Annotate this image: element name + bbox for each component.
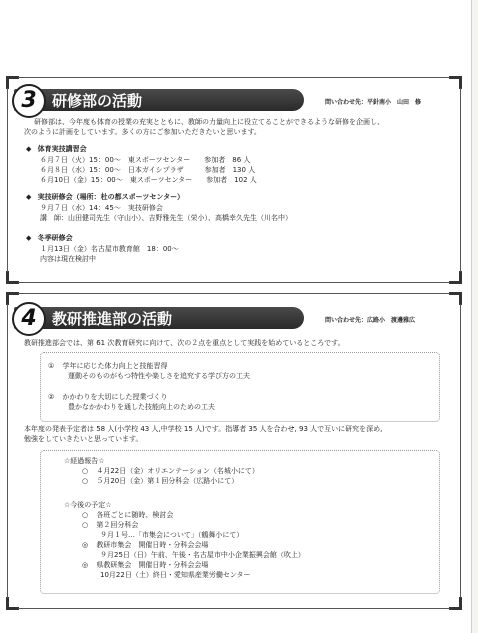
intro-line: 次のように計画をしています。多くの方にご参加いただきたいと思います。 (24, 128, 261, 136)
circle-icon: ○ (82, 467, 89, 475)
point-sub: 豊かなかかわりを通した技能向上のための工夫 (68, 403, 215, 411)
future-sub: ９月25日（日）午前、午後・名古屋市中小企業振興会館（吹上） (100, 551, 305, 559)
item-line: ６月７日（火）15：00～ 東スポーツセンター 参加者 86 人 (40, 156, 251, 164)
point-sub: 運動そのものがもつ特性や楽しさを追究する学び方の工夫 (68, 372, 250, 380)
section-number: 4 (12, 302, 46, 336)
list-item (26, 192, 184, 202)
section-number: 3 (12, 84, 46, 118)
diamond-icon: ◆ (26, 145, 32, 153)
item-line: 講 師：山田健司先生（守山小）、吉野雅先生（栄小）、高橋幸久先生（川名中） (40, 214, 292, 222)
body-line: 本年度の発表予定者は 58 人(小学校 43 人,中学校 15 人)です。指導者 35 人を合わせ, 93 人で互いに研究を深め, (24, 425, 383, 433)
point-number: ① (48, 362, 55, 370)
future-sub: 10月22日（土）終日・愛知県産業労働センター (100, 571, 251, 579)
list-item (26, 144, 87, 154)
item-heading: 体育実技講習会 (37, 145, 87, 153)
point-item (48, 392, 168, 402)
future-heading: ☆今後の予定☆ (64, 501, 112, 509)
future-item: ○ 各班ごとに随時、検討会 (82, 511, 174, 519)
contact-info: 問い合わせ先：平針南小 山田 修 (325, 99, 422, 106)
item-line: ６月10日（金）15：00～ 東スポーツセンター 参加者 102 人 (40, 176, 257, 184)
intro-line: 研修部は、今年度も体育の授業の充実とともに、教師の力量向上に役立てることができるような研修を企画し、 (34, 118, 384, 126)
item-line: １月13日（金）名古屋市教育館 18：00～ (40, 245, 179, 253)
point-number: ② (48, 393, 55, 401)
future-item: ◎ 教研市集会 開催日時・分科会会場 (82, 541, 209, 549)
section-4-header (14, 307, 304, 329)
progress-item: ○ ４月22日（金）オリエンテーション（名城小にて） (82, 467, 259, 475)
section-title: 研修部の活動 (52, 92, 143, 110)
item-heading: 実技研修会（場所：杜の都スポーツセンター） (37, 193, 185, 201)
item-line: 内容は現在検討中 (40, 255, 96, 263)
list-item (26, 233, 73, 243)
circle-icon: ○ (82, 511, 89, 519)
circle-icon: ◎ (82, 561, 89, 569)
frame-corner (449, 271, 462, 284)
frame-corner (449, 597, 462, 610)
diamond-icon: ◆ (26, 234, 32, 242)
item-line: ９月７日（水）14：45～ 実技研修会 (40, 204, 163, 212)
contact-info: 問い合わせ先：広路小 渡邊雅広 (325, 317, 416, 324)
section-title: 教研推進部の活動 (52, 310, 173, 328)
circle-icon: ○ (82, 477, 89, 485)
item-heading: 冬季研修会 (37, 234, 73, 242)
point-title: かかわりを大切にした授業づくり (62, 393, 168, 401)
diamond-icon: ◆ (26, 193, 32, 201)
intro-line: 教研推進部会では、第 61 次教育研究に向けて、次の２点を重点として実践を始めているところです。 (24, 339, 345, 347)
body-line: 勉強をしていきたいと思っています。 (24, 435, 143, 443)
future-item: ○ 第２回分科会 (82, 521, 139, 529)
section-3-header (14, 89, 304, 111)
future-item: ◎ 県教研集会 開催日時・分科会会場 (82, 561, 209, 569)
circle-icon: ○ (82, 521, 89, 529)
progress-item: ○ ５月20日（金）第１回分科会（広路小にて） (82, 477, 239, 485)
future-sub: ９月１号…「市集会について」（鶴舞小にて） (100, 531, 244, 539)
progress-heading: ☆経過報告☆ (64, 457, 105, 465)
item-line: ６月８日（水）15：00～ 日本ガイシプラザ 参加者 130 人 (40, 166, 256, 174)
point-title: 学年に応じた体力向上と技能習得 (62, 362, 168, 370)
circle-icon: ◎ (82, 541, 89, 549)
point-item (48, 361, 168, 371)
